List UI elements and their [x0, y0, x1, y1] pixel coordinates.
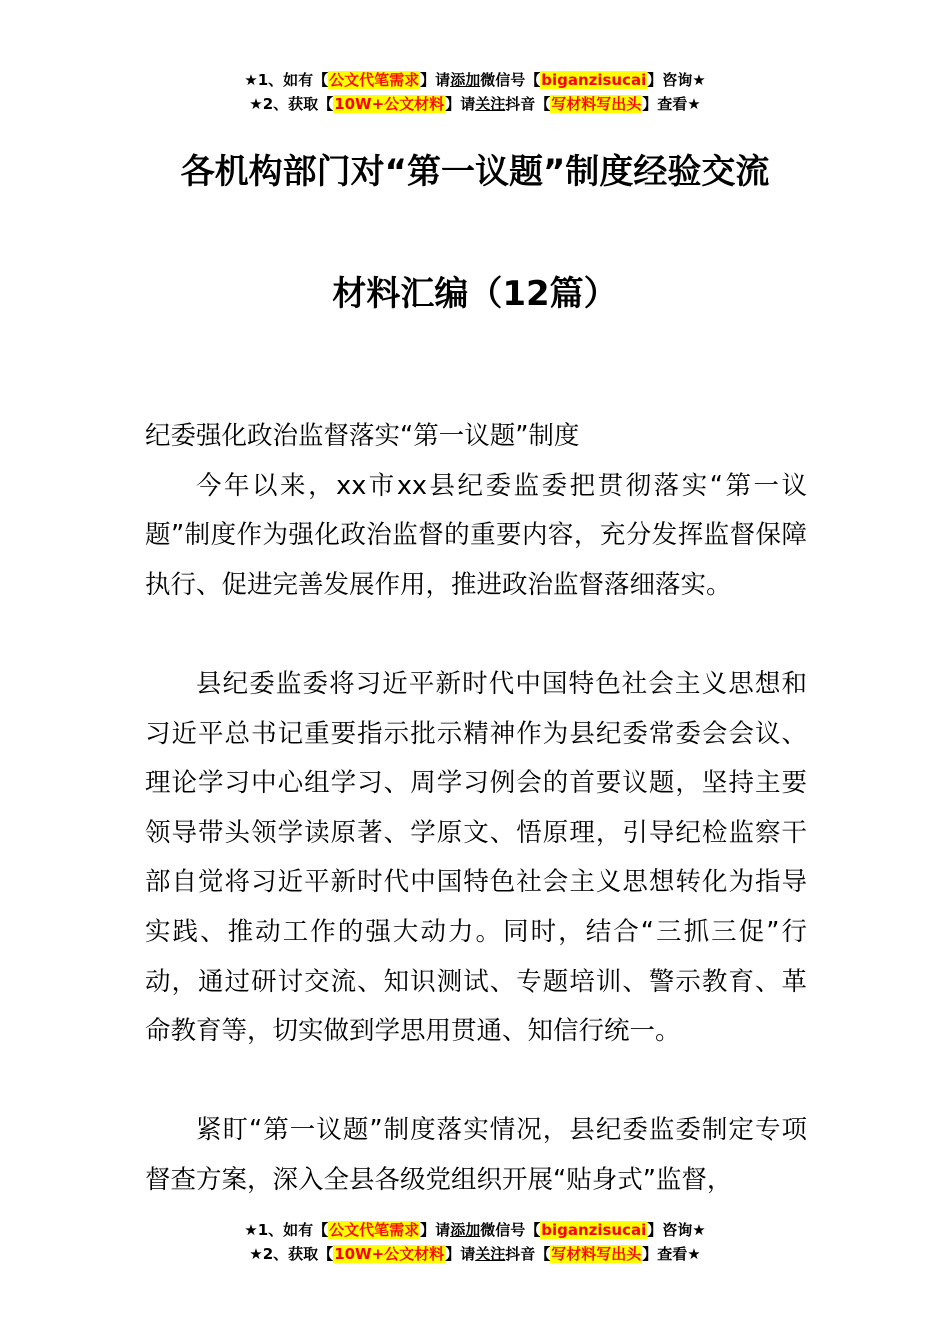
banner-highlight: 公文代笔需求	[329, 71, 420, 89]
banner-wechat-id: biganzisucai	[541, 71, 647, 89]
banner-line-2: ★2、获取【10W+公文材料】请关注抖音【写材料写出头】查看★	[249, 95, 701, 113]
banner-highlight: 公文代笔需求	[329, 1221, 420, 1239]
banner-line-2: ★2、获取【10W+公文材料】请关注抖音【写材料写出头】查看★	[249, 1245, 701, 1263]
document-body	[145, 412, 807, 1206]
banner-douyin-id: 写材料写出头	[551, 95, 642, 113]
paragraph: 今年以来，xx市xx县纪委监委把贯彻落实“第一议题”制度作为强化政治监督的重要内容，充分发挥监督保障执行、促进完善发展作用，推进政治监督落细落实。	[145, 470, 807, 600]
banner-highlight: 10W+公文材料	[334, 1245, 445, 1263]
paragraph: 紧盯“第一议题”制度落实情况，县纪委监委制定专项督查方案，深入全县各级党组织开展“贴身式”监督，	[145, 1115, 807, 1195]
banner-douyin-id: 写材料写出头	[551, 1245, 642, 1263]
top-banner	[0, 68, 950, 116]
section-title: 纪委强化政治监督落实“第一议题”制度	[145, 421, 580, 451]
banner-highlight: 10W+公文材料	[334, 95, 445, 113]
banner-line-1: ★1、如有【公文代笔需求】请添加微信号【biganzisucai】咨询★	[244, 1221, 706, 1239]
bottom-banner	[0, 1218, 950, 1266]
document-title-line-2: 材料汇编（12篇）	[332, 274, 618, 314]
paragraph: 县纪委监委将习近平新时代中国特色社会主义思想和习近平总书记重要指示批示精神作为县纪委常委会会议、理论学习中心组学习、周学习例会的首要议题，坚持主要领导带头领学读原著、学原文、悟原理，引导纪检监察干部自觉将习近平新时代中国特色社会主义思想转化为指导实践、推动工作的强大动力。同时，结合“三抓三促”行动，通过研讨交流、知识测试、专题培训、警示教育、革命教育等，切实做到学思用贯通、知信行统一。	[145, 668, 807, 1047]
banner-line-1: ★1、如有【公文代笔需求】请添加微信号【biganzisucai】咨询★	[244, 71, 706, 89]
banner-wechat-id: biganzisucai	[541, 1221, 647, 1239]
document-title-line-1: 各机构部门对“第一议题”制度经验交流	[180, 152, 770, 192]
